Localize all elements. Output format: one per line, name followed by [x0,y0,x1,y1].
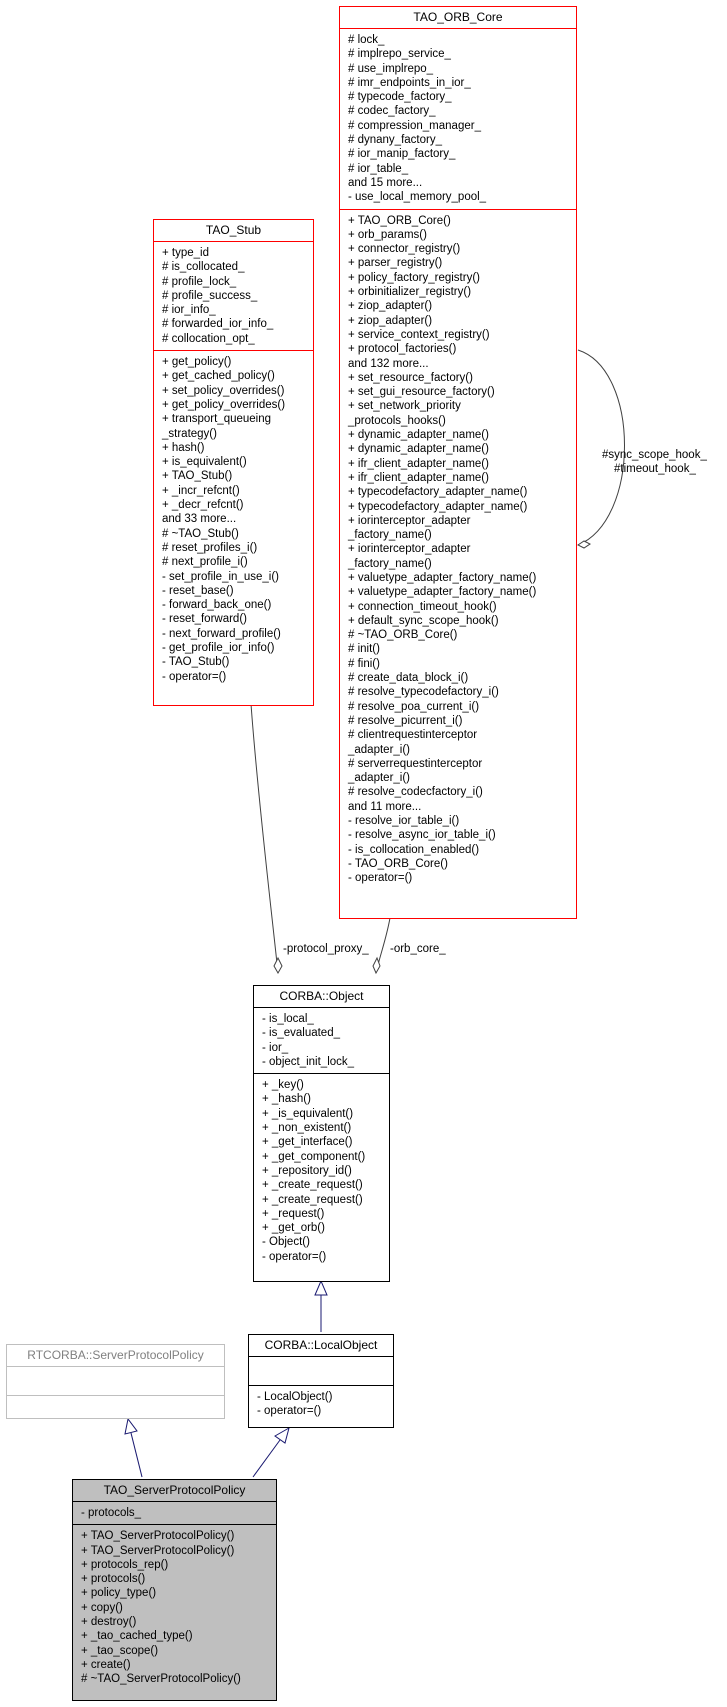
attributes-section [73,1501,276,1524]
class-member: - next_forward_profile() [162,627,281,640]
local-object-base-arrow [275,1428,289,1443]
class-member: + protocols() [81,1573,146,1586]
class-member: + dynamic_adapter_name() [348,429,489,442]
class-member: - set_profile_in_use_i() [162,570,279,583]
class-member: and 33 more... [162,513,237,526]
timeout-hook-label: #timeout_hook_ [614,463,696,475]
methods-section [7,1395,224,1424]
class-name: RTCORBA::ServerProtocolPolicy [27,1348,204,1362]
methods-section [249,1385,393,1423]
class-member: + ifr_client_adapter_name() [348,471,489,484]
class-member: _adapter_i() [348,772,411,785]
class-member: + dynamic_adapter_name() [348,443,489,456]
class-member: and 11 more... [348,800,422,813]
class-member: # ior_manip_factory_ [348,148,456,161]
class-member: + is_equivalent() [162,456,247,469]
class-member: + protocol_factories() [348,343,457,356]
class-member: # lock_ [348,34,385,46]
class-member: _factory_name() [348,529,432,542]
local-object-inheritance-arrow [315,1281,327,1295]
class-member: # profile_lock_ [162,275,237,288]
methods-section [340,209,576,890]
class-member: # resolve_typecodefactory_i() [348,686,499,699]
class-member: - is_evaluated_ [262,1027,340,1040]
class-member: + set_policy_overrides() [162,384,285,397]
class-member: # ~TAO_Stub() [162,527,239,540]
class-member: + policy_factory_registry() [348,271,480,284]
class-member: # is_collocated_ [162,261,245,274]
class-member: + _repository_id() [262,1164,352,1177]
attributes-section [254,1007,389,1073]
class-member: # next_profile_i() [162,556,248,569]
class-member: and 132 more... [348,357,429,370]
class-name: CORBA::Object [279,989,364,1003]
class-member: + _hash() [262,1093,311,1106]
class-member: + _key() [262,1079,304,1092]
class-member: + ifr_client_adapter_name() [348,457,489,470]
class-member: + _get_component() [262,1150,366,1163]
protocol-proxy-edge [251,704,278,973]
class-member: - protocols_ [81,1507,142,1519]
class-member: + iorinterceptor_adapter [348,514,471,527]
class-member: - is_collocation_enabled() [348,843,480,856]
class-member: + parser_registry() [348,257,443,270]
class-member: + create() [81,1658,131,1671]
rt-policy-inheritance-edge [131,1433,142,1477]
class-member: - operator=() [257,1405,322,1418]
class-member: # forwarded_ior_info_ [162,318,274,331]
methods-section [254,1073,389,1268]
class-member: # ior_table_ [348,162,409,175]
orb-core-label: -orb_core_ [390,943,446,955]
sync-scope-hook-label: #sync_scope_hook_ [602,449,707,461]
protocol-proxy-diamond [274,958,282,973]
class-member: + _non_existent() [262,1122,352,1135]
attributes-section [249,1356,393,1385]
class-member: - resolve_ior_table_i() [348,815,460,828]
class-member: _adapter_i() [348,743,411,756]
protocol-proxy-label: -protocol_proxy_ [283,943,369,955]
class-member: + orb_params() [348,228,427,241]
class-member: # serverrequestinterceptor [348,757,483,770]
class-member: _strategy() [162,427,217,440]
class-member: + ziop_adapter() [348,300,433,313]
class-member: # profile_success_ [162,289,258,302]
class-member: + valuetype_adapter_factory_name() [348,586,537,599]
class-rtcorba-serverprotocolpolicy[interactable] [6,1344,225,1419]
class-member: - operator=() [162,670,227,683]
class-name: CORBA::LocalObject [264,1338,378,1352]
class-member: # typecode_factory_ [348,91,452,104]
class-member: + destroy() [81,1616,137,1629]
attributes-section [7,1366,224,1395]
class-member: - ior_ [262,1041,289,1054]
class-member: + TAO_ORB_Core() [348,214,451,227]
class-member: + policy_type() [81,1587,157,1600]
class-member: + TAO_ServerProtocolPolicy() [81,1544,235,1557]
class-member: + TAO_Stub() [162,470,233,483]
class-member: + _is_equivalent() [262,1107,354,1120]
class-member: + default_sync_scope_hook() [348,614,499,627]
class-member: + _create_request() [262,1193,363,1206]
class-member: + set_resource_factory() [348,371,473,384]
class-member: - reset_base() [162,584,234,597]
class-member: - is_local_ [262,1013,314,1025]
class-member: - resolve_async_ior_table_i() [348,829,496,842]
class-member: + _create_request() [262,1179,363,1192]
class-name: TAO_Stub [205,223,262,237]
class-tao-orb-core[interactable] [339,6,577,919]
class-member: + typecodefactory_adapter_name() [348,500,528,513]
class-member: and 15 more... [348,176,423,189]
class-name: TAO_ServerProtocolPolicy [103,1483,246,1497]
class-member: # compression_manager_ [348,119,481,132]
class-member: # resolve_picurrent_i() [348,714,463,727]
class-member: + copy() [81,1601,123,1614]
class-tao-stub[interactable] [153,219,314,706]
class-member: + hash() [162,441,205,454]
class-name: TAO_ORB_Core [413,10,503,24]
class-member: # dynany_factory_ [348,134,442,147]
class-member: _factory_name() [348,557,432,570]
self-association-diamond [578,541,590,548]
class-member: - get_profile_ior_info() [162,642,275,655]
class-member: - TAO_ORB_Core() [348,857,448,870]
class-member: # fini() [348,657,380,670]
class-member: # create_data_block_i() [348,672,469,685]
class-tao-serverprotocolpolicy[interactable] [72,1479,277,1701]
class-member: + valuetype_adapter_factory_name() [348,571,537,584]
class-member: # clientrequestinterceptor [348,729,478,742]
class-member: + orbinitializer_registry() [348,286,472,299]
class-member: - LocalObject() [257,1391,333,1403]
class-member: # reset_profiles_i() [162,541,258,554]
class-member: - forward_back_one() [162,599,272,612]
class-member: # ~TAO_ORB_Core() [348,629,458,642]
class-member: + _decr_refcnt() [162,499,244,512]
class-member: + set_network_priority [348,400,461,413]
class-member: + service_context_registry() [348,328,490,341]
class-member: + _incr_refcnt() [162,484,240,497]
class-corba-localobject[interactable] [248,1334,394,1428]
class-member: # imr_endpoints_in_ior_ [348,76,471,89]
class-member: - reset_forward() [162,613,247,626]
class-member: # init() [348,643,380,656]
methods-section [73,1524,276,1690]
class-member: # ~TAO_ServerProtocolPolicy() [81,1673,241,1686]
methods-section [154,350,313,688]
class-member: + transport_queueing [162,413,272,426]
class-member: # resolve_codecfactory_i() [348,786,483,799]
class-member: + typecodefactory_adapter_name() [348,486,528,499]
class-member: _protocols_hooks() [348,414,446,427]
class-member: - TAO_Stub() [162,656,230,669]
class-corba-object[interactable] [253,985,390,1282]
class-member: - use_local_memory_pool_ [348,191,487,204]
class-member: # codec_factory_ [348,105,436,118]
class-member: + TAO_ServerProtocolPolicy() [81,1530,235,1543]
local-object-base-edge [253,1440,280,1477]
class-member: + iorinterceptor_adapter [348,543,471,556]
self-association-edge [578,350,625,545]
class-member: - Object() [262,1236,310,1249]
attributes-section [340,28,576,209]
class-member: + protocols_rep() [81,1558,169,1571]
class-member: + _get_interface() [262,1136,353,1149]
class-member: + _get_orb() [262,1222,325,1235]
class-member: # use_implrepo_ [348,62,434,75]
class-member: + connector_registry() [348,243,461,256]
class-member: + get_policy() [162,356,232,369]
class-member: + type_id [162,247,209,259]
class-member: # implrepo_service_ [348,48,451,61]
class-member: - object_init_lock_ [262,1055,355,1068]
class-member: + _tao_cached_type() [81,1630,193,1643]
class-member: + _tao_scope() [81,1644,159,1657]
class-member: + set_gui_resource_factory() [348,386,495,399]
class-member: # resolve_poa_current_i() [348,700,480,713]
class-member: # ior_info_ [162,304,216,317]
class-member: + ziop_adapter() [348,314,433,327]
class-member: + get_cached_policy() [162,370,275,383]
class-member: + get_policy_overrides() [162,398,286,411]
attributes-section [154,241,313,350]
class-member: + _request() [262,1207,325,1220]
class-member: - operator=() [348,872,413,885]
class-member: # collocation_opt_ [162,332,255,345]
class-member: + connection_timeout_hook() [348,600,497,613]
class-member: - operator=() [262,1250,327,1263]
